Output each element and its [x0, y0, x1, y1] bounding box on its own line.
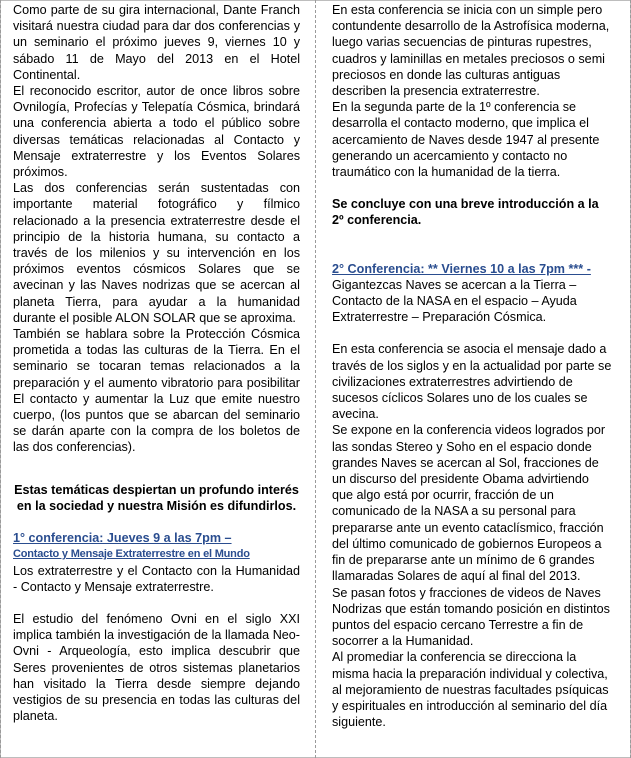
conference-2-summary: Gigantezcas Naves se acercan a la Tierra – Contacto de la NASA en el espacio – Ayuda Extraterrestre – Preparación Cósmica.	[332, 277, 577, 325]
conclusion-statement: Se concluye con una breve introducción a la 2º conferencia.	[332, 197, 599, 228]
highlight-statement: Estas temáticas despiertan un profundo interés en la sociedad y nuestra Misión es difundirlos.	[14, 482, 299, 513]
conference-2-message-paragraph: En esta conferencia se asocia el mensaje dado a través de los siglos y en la actualidad por parte se civilizaciones extraterrestres advirtiendo de sucesos cíclicos Solares uno de los cuales se avecina.	[332, 342, 612, 422]
conference-1-subtitle: Contacto y Mensaje Extraterrestre en el Mundo	[13, 548, 250, 561]
conferences-paragraph: Las dos conferencias serán sustentadas con importante material fotográfico y fílmico relacionado a la presencia extraterrestre desde el principio de la historia humana, su contacto a través de los milenios y su intervención en los próximos eventos cósmicos Solares que se avecinan y las Naves nodrizas que se acercan al planeta Tierra, para ayudar a la humanidad durante el posible ALON SOLAR que se aproxima.	[13, 181, 300, 325]
right-column-content	[332, 2, 612, 730]
right-column	[316, 0, 631, 758]
conference-1-description: El estudio del fenómeno Ovni en el siglo XXI implica también la investigación de la llamada Neo-Ovni - Arqueología, esto implica descubrir que Seres provenientes de otros sistemas planetarios han visitado la Tierra desde siempre dejando vestigios de su presencia en todas las culturas del planeta.	[13, 611, 300, 724]
conference-2-videos-paragraph: Se expone en la conferencia videos logrados por las sondas Stereo y Soho en el espacio donde grandes Naves se acercan al Sol, fracciones de un discurso del presidente Obama advirtiendo que algo está por ocurrir, fracción de un comunicado de la NASA a su personal para prepararse ante un evento cataclísmico, fracción del último comunicado de gobiernos Europeos a fin de prepararse ante un mínimo de 6 grandes llamaradas Solares de aquí al final del 2013.	[332, 423, 606, 584]
conference-1-title: 1° conferencia: Jueves 9 a las 7pm –	[13, 531, 232, 546]
left-column-content	[13, 2, 300, 724]
conference-2-closing-paragraph: Al promediar la conferencia se direcciona la misma hacia la preparación individual y colectiva, al mejoramiento de nuestras facultades psíquicas y espirituales en introducción al seminario del día siguiente.	[332, 650, 609, 730]
second-part-paragraph: En la segunda parte de la 1º conferencia se desarrolla el contacto moderno, que implica el acercamiento de Naves desde 1947 al presente generando un acercamiento y contacto no traumático con la humanidad de la tierra.	[332, 100, 600, 180]
conference-1-summary: Los extraterrestre y el Contacto con la Humanidad - Contacto y Mensaje extraterrestre.	[13, 563, 300, 594]
conference-2-title: 2° Conferencia: ** Viernes 10 a las 7pm *** -	[332, 261, 591, 276]
astrophysics-paragraph: En esta conferencia se inicia con un simple pero contundente desarrollo de la Astrofísica moderna, luego varias secuencias de pinturas rupestres, cuadros y laminillas en metales preciosos o semi preciosos en donde las culturas antiguas describen la presencia extraterrestre.	[332, 3, 610, 99]
conference-2-photos-paragraph: Se pasan fotos y fracciones de videos de Naves Nodrizas que están tomando posición en distintos puntos del espacio cercano Terrestre a fin de socorrer a la Humanidad.	[332, 585, 610, 649]
protection-paragraph: También se hablara sobre la Protección Cósmica prometida a todas las culturas de la Tierra. En el seminario se tocaran temas relacionados a la preparación y el aumento vibratorio para posibilitar El contacto y aumentar la Luz que emite nuestro cuerpo, (los puntos que se abarcan del seminario se darán aparte con la compra de los boletos de las dos conferencias).	[13, 327, 300, 455]
intro-paragraph: Como parte de su gira internacional, Dante Franch visitará nuestra ciudad para dar dos conferencias y un seminario el próximo jueves 9, viernes 10 y sábado 11 de Mayo del 2013 en el Hotel Continental.	[13, 3, 300, 82]
author-paragraph: El reconocido escritor, autor de once libros sobre Ovnilogía, Profecías y Telepatía Cósmica, brindará una conferencia abierta a todo el público sobre diversas temáticas relacionadas al Contacto y Mensaje extraterrestre y los Eventos Solares próximos.	[13, 84, 300, 180]
